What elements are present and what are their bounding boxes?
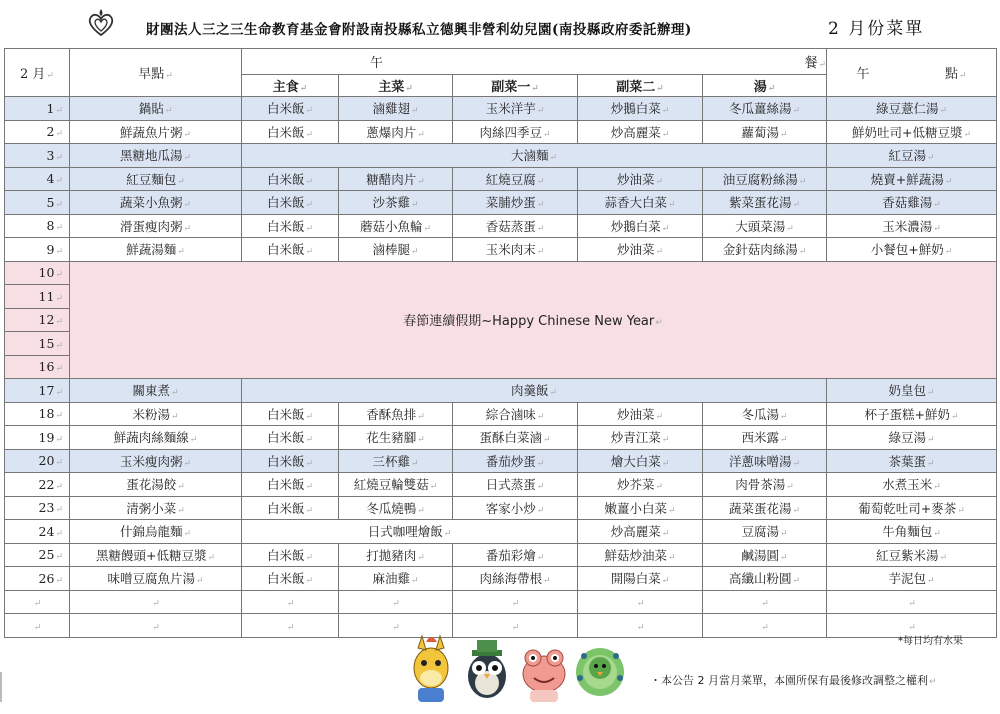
main-dish-cell: 打拋豬肉↵ [339, 543, 453, 567]
header-date: 2 月↵ [5, 49, 70, 97]
side2-cell: 鮮菇炒油菜↵ [578, 543, 703, 567]
main-dish-cell: 糖醋肉片↵ [339, 167, 453, 191]
breakfast-cell: 味噌豆腐魚片湯↵ [70, 567, 242, 591]
staple-cell: 白米飯↵ [242, 214, 339, 238]
header-row [5, 49, 997, 75]
date-cell: 1↵ [5, 97, 70, 121]
snack-cell: 奶皇包↵ [827, 379, 997, 403]
lunch-merged-cell: 大滷麵↵ [242, 144, 827, 168]
menu-row [5, 191, 997, 215]
menu-table [4, 48, 997, 638]
staple-cell: 白米飯↵ [242, 402, 339, 426]
side2-cell: 炒油菜↵ [578, 402, 703, 426]
side1-cell: 玉米洋芋↵ [453, 97, 578, 121]
staple-cell: 白米飯↵ [242, 97, 339, 121]
side2-cell: 蒜香大白菜↵ [578, 191, 703, 215]
empty-cell: ↵ [453, 590, 578, 614]
staple-cell: 白米飯↵ [242, 238, 339, 262]
menu-row [5, 449, 997, 473]
frog-mascot-icon [523, 650, 565, 702]
main-dish-cell: 蘑菇小魚輪↵ [339, 214, 453, 238]
side2-cell: 炒油菜↵ [578, 238, 703, 262]
breakfast-cell: 玉米瘦肉粥↵ [70, 449, 242, 473]
date-cell: 20↵ [5, 449, 70, 473]
snack-cell: 紅豆紫米湯↵ [827, 543, 997, 567]
side1-cell: 肉絲海帶根↵ [453, 567, 578, 591]
menu-row [5, 473, 997, 497]
main-dish-cell: 滷雞翅↵ [339, 97, 453, 121]
peacock-mascot-icon [576, 648, 624, 696]
snack-cell: 燒賣+鮮蔬湯↵ [827, 167, 997, 191]
soup-cell: 洋蔥味噌湯↵ [703, 449, 827, 473]
side2-cell: 炒油菜↵ [578, 167, 703, 191]
snack-cell: 水煮玉米↵ [827, 473, 997, 497]
staple-cell: 白米飯↵ [242, 120, 339, 144]
empty-cell: ↵ [5, 590, 70, 614]
empty-cell: ↵ [5, 614, 70, 638]
menu-body [5, 97, 997, 638]
main-dish-cell: 紅燒豆輪雙菇↵ [339, 473, 453, 497]
empty-cell: ↵ [453, 614, 578, 638]
snack-cell: 茶葉蛋↵ [827, 449, 997, 473]
side2-cell: 嫩薑小白菜↵ [578, 496, 703, 520]
side1-cell: 客家小炒↵ [453, 496, 578, 520]
date-cell: 19↵ [5, 426, 70, 450]
snack-cell: 紅豆湯↵ [827, 144, 997, 168]
menu-row [5, 402, 997, 426]
soup-cell: 大頭菜湯↵ [703, 214, 827, 238]
holiday-cell: 春節連續假期~Happy Chinese New Year↵ [70, 261, 997, 379]
date-cell: 17↵ [5, 379, 70, 403]
snack-cell: 芋泥包↵ [827, 567, 997, 591]
soup-cell: 紫菜蛋花湯↵ [703, 191, 827, 215]
menu-row [5, 238, 997, 262]
staple-cell: 白米飯↵ [242, 426, 339, 450]
date-cell: 22↵ [5, 473, 70, 497]
fruit-footnote: *每日均有水果 [898, 636, 963, 647]
header-staple: 主食↵ [242, 75, 339, 97]
staple-cell: 白米飯↵ [242, 473, 339, 497]
breakfast-cell: 滑蛋瘦肉粥↵ [70, 214, 242, 238]
empty-cell: ↵ [827, 590, 997, 614]
empty-cell: ↵ [703, 614, 827, 638]
snack-cell: 鮮奶吐司+低糖豆漿↵ [827, 120, 997, 144]
menu-row [5, 144, 997, 168]
date-cell: 12↵ [5, 308, 70, 332]
menu-row [5, 379, 997, 403]
menu-row [5, 496, 997, 520]
side1-cell: 菜脯炒蛋↵ [453, 191, 578, 215]
empty-cell: ↵ [703, 590, 827, 614]
date-cell: 5↵ [5, 191, 70, 215]
side2-cell: 炒芥菜↵ [578, 473, 703, 497]
snack-cell: 杯子蛋糕+鮮奶↵ [827, 402, 997, 426]
snack-cell: 綠豆湯↵ [827, 426, 997, 450]
empty-cell: ↵ [827, 614, 997, 638]
date-cell: 10↵ [5, 261, 70, 285]
staple-cell: 白米飯↵ [242, 543, 339, 567]
menu-row [5, 97, 997, 121]
soup-cell: 油豆腐粉絲湯↵ [703, 167, 827, 191]
side2-cell: 炒鵝白菜↵ [578, 97, 703, 121]
empty-cell: ↵ [339, 590, 453, 614]
soup-cell: 金針菇肉絲湯↵ [703, 238, 827, 262]
menu-row [5, 543, 997, 567]
breakfast-cell: 清粥小菜↵ [70, 496, 242, 520]
empty-cell: ↵ [70, 590, 242, 614]
edge-marker [0, 672, 2, 702]
soup-cell: 蔬菜蛋花湯↵ [703, 496, 827, 520]
staple-cell: 白米飯↵ [242, 191, 339, 215]
menu-row [5, 120, 997, 144]
soup-cell: 豆腐湯↵ [703, 520, 827, 544]
breakfast-cell: 鮮蔬湯麵↵ [70, 238, 242, 262]
main-dish-cell: 香酥魚排↵ [339, 402, 453, 426]
breakfast-cell: 鍋貼↵ [70, 97, 242, 121]
date-cell: 3↵ [5, 144, 70, 168]
breakfast-cell: 蔬菜小魚粥↵ [70, 191, 242, 215]
header-afternoon-snack: 午 點↵ [827, 49, 997, 97]
staple-cell: 白米飯↵ [242, 167, 339, 191]
side2-cell: 炒青江菜↵ [578, 426, 703, 450]
menu-row [5, 520, 997, 544]
header-side2: 副菜二↵ [578, 75, 703, 97]
menu-row [5, 567, 997, 591]
header-side1: 副菜一↵ [453, 75, 578, 97]
breakfast-cell: 什錦烏龍麵↵ [70, 520, 242, 544]
side1-cell: 番茄炒蛋↵ [453, 449, 578, 473]
kindergarten-title: 財團法人三之三生命教育基金會附設南投縣私立德興非營利幼兒園(南投縣政府委託辦理) [146, 22, 692, 38]
side1-cell: 蛋酥白菜滷↵ [453, 426, 578, 450]
header-breakfast: 早點↵ [70, 49, 242, 97]
snack-cell: 綠豆薏仁湯↵ [827, 97, 997, 121]
lunch-span-cell: 日式咖哩燴飯↵ [242, 520, 578, 544]
side1-cell: 日式蒸蛋↵ [453, 473, 578, 497]
empty-cell: ↵ [242, 614, 339, 638]
side2-cell: 炒高麗菜↵ [578, 520, 703, 544]
menu-notice: ・本公告 2 月當月菜單，本園所保有最後修改調整之權利↵ [650, 674, 937, 687]
breakfast-cell: 鮮蔬魚片粥↵ [70, 120, 242, 144]
month-title: 2 月份菜單 [828, 19, 925, 39]
side1-cell: 番茄彩燴↵ [453, 543, 578, 567]
breakfast-cell: 米粉湯↵ [70, 402, 242, 426]
side1-cell: 香菇蒸蛋↵ [453, 214, 578, 238]
date-cell: 24↵ [5, 520, 70, 544]
header-soup: 湯↵ [703, 75, 827, 97]
heart-flame-logo-icon [86, 8, 116, 38]
main-dish-cell: 麻油雞↵ [339, 567, 453, 591]
horse-mascot-icon [414, 636, 448, 702]
date-cell: 15↵ [5, 332, 70, 356]
date-cell: 23↵ [5, 496, 70, 520]
soup-cell: 高纖山粉圓↵ [703, 567, 827, 591]
snack-cell: 葡萄乾吐司+麥茶↵ [827, 496, 997, 520]
side2-cell: 炒鵝白菜↵ [578, 214, 703, 238]
empty-cell: ↵ [578, 614, 703, 638]
date-cell: 18↵ [5, 402, 70, 426]
side1-cell: 綜合滷味↵ [453, 402, 578, 426]
mascots-illustration-icon [404, 628, 626, 708]
menu-row [5, 167, 997, 191]
soup-cell: 西米露↵ [703, 426, 827, 450]
breakfast-cell: 關東煮↵ [70, 379, 242, 403]
main-dish-cell: 蔥爆肉片↵ [339, 120, 453, 144]
side1-cell: 玉米肉末↵ [453, 238, 578, 262]
main-dish-cell: 花生豬腳↵ [339, 426, 453, 450]
snack-cell: 牛角麵包↵ [827, 520, 997, 544]
empty-cell: ↵ [242, 590, 339, 614]
breakfast-cell: 蛋花湯餃↵ [70, 473, 242, 497]
breakfast-cell: 黑糖饅頭+低糖豆漿↵ [70, 543, 242, 567]
empty-cell: ↵ [578, 590, 703, 614]
side2-cell: 開陽白菜↵ [578, 567, 703, 591]
date-cell: 25↵ [5, 543, 70, 567]
side1-cell: 紅燒豆腐↵ [453, 167, 578, 191]
main-dish-cell: 三杯雞↵ [339, 449, 453, 473]
side2-cell: 炒高麗菜↵ [578, 120, 703, 144]
date-cell: 2↵ [5, 120, 70, 144]
snack-cell: 玉米濃湯↵ [827, 214, 997, 238]
snack-cell: 小餐包+鮮奶↵ [827, 238, 997, 262]
main-dish-cell: 沙茶雞↵ [339, 191, 453, 215]
staple-cell: 白米飯↵ [242, 496, 339, 520]
staple-cell: 白米飯↵ [242, 449, 339, 473]
lunch-merged-cell: 肉羹飯↵ [242, 379, 827, 403]
soup-cell: 冬瓜湯↵ [703, 402, 827, 426]
main-dish-cell: 滷棒腿↵ [339, 238, 453, 262]
date-cell: 4↵ [5, 167, 70, 191]
breakfast-cell: 鮮蔬肉絲麵線↵ [70, 426, 242, 450]
soup-cell: 鹹湯圓↵ [703, 543, 827, 567]
soup-cell: 冬瓜薑絲湯↵ [703, 97, 827, 121]
date-cell: 11↵ [5, 285, 70, 309]
menu-row [5, 214, 997, 238]
menu-row [5, 426, 997, 450]
date-cell: 16↵ [5, 355, 70, 379]
empty-cell: ↵ [339, 614, 453, 638]
soup-cell: 蘿蔔湯↵ [703, 120, 827, 144]
soup-cell: 肉骨茶湯↵ [703, 473, 827, 497]
breakfast-cell: 紅豆麵包↵ [70, 167, 242, 191]
empty-cell: ↵ [70, 614, 242, 638]
holiday-row [5, 261, 997, 285]
side1-cell: 肉絲四季豆↵ [453, 120, 578, 144]
side2-cell: 燴大白菜↵ [578, 449, 703, 473]
staple-cell: 白米飯↵ [242, 567, 339, 591]
date-cell: 8↵ [5, 214, 70, 238]
owl-mascot-icon [468, 640, 506, 698]
header-lunch: 午 餐↵ [242, 49, 827, 75]
date-cell: 26↵ [5, 567, 70, 591]
empty-row [5, 590, 997, 614]
date-cell: 9↵ [5, 238, 70, 262]
snack-cell: 香菇雞湯↵ [827, 191, 997, 215]
page-header [0, 0, 1000, 40]
header-main: 主菜↵ [339, 75, 453, 97]
main-dish-cell: 冬瓜燒鴨↵ [339, 496, 453, 520]
breakfast-cell: 黑糖地瓜湯↵ [70, 144, 242, 168]
